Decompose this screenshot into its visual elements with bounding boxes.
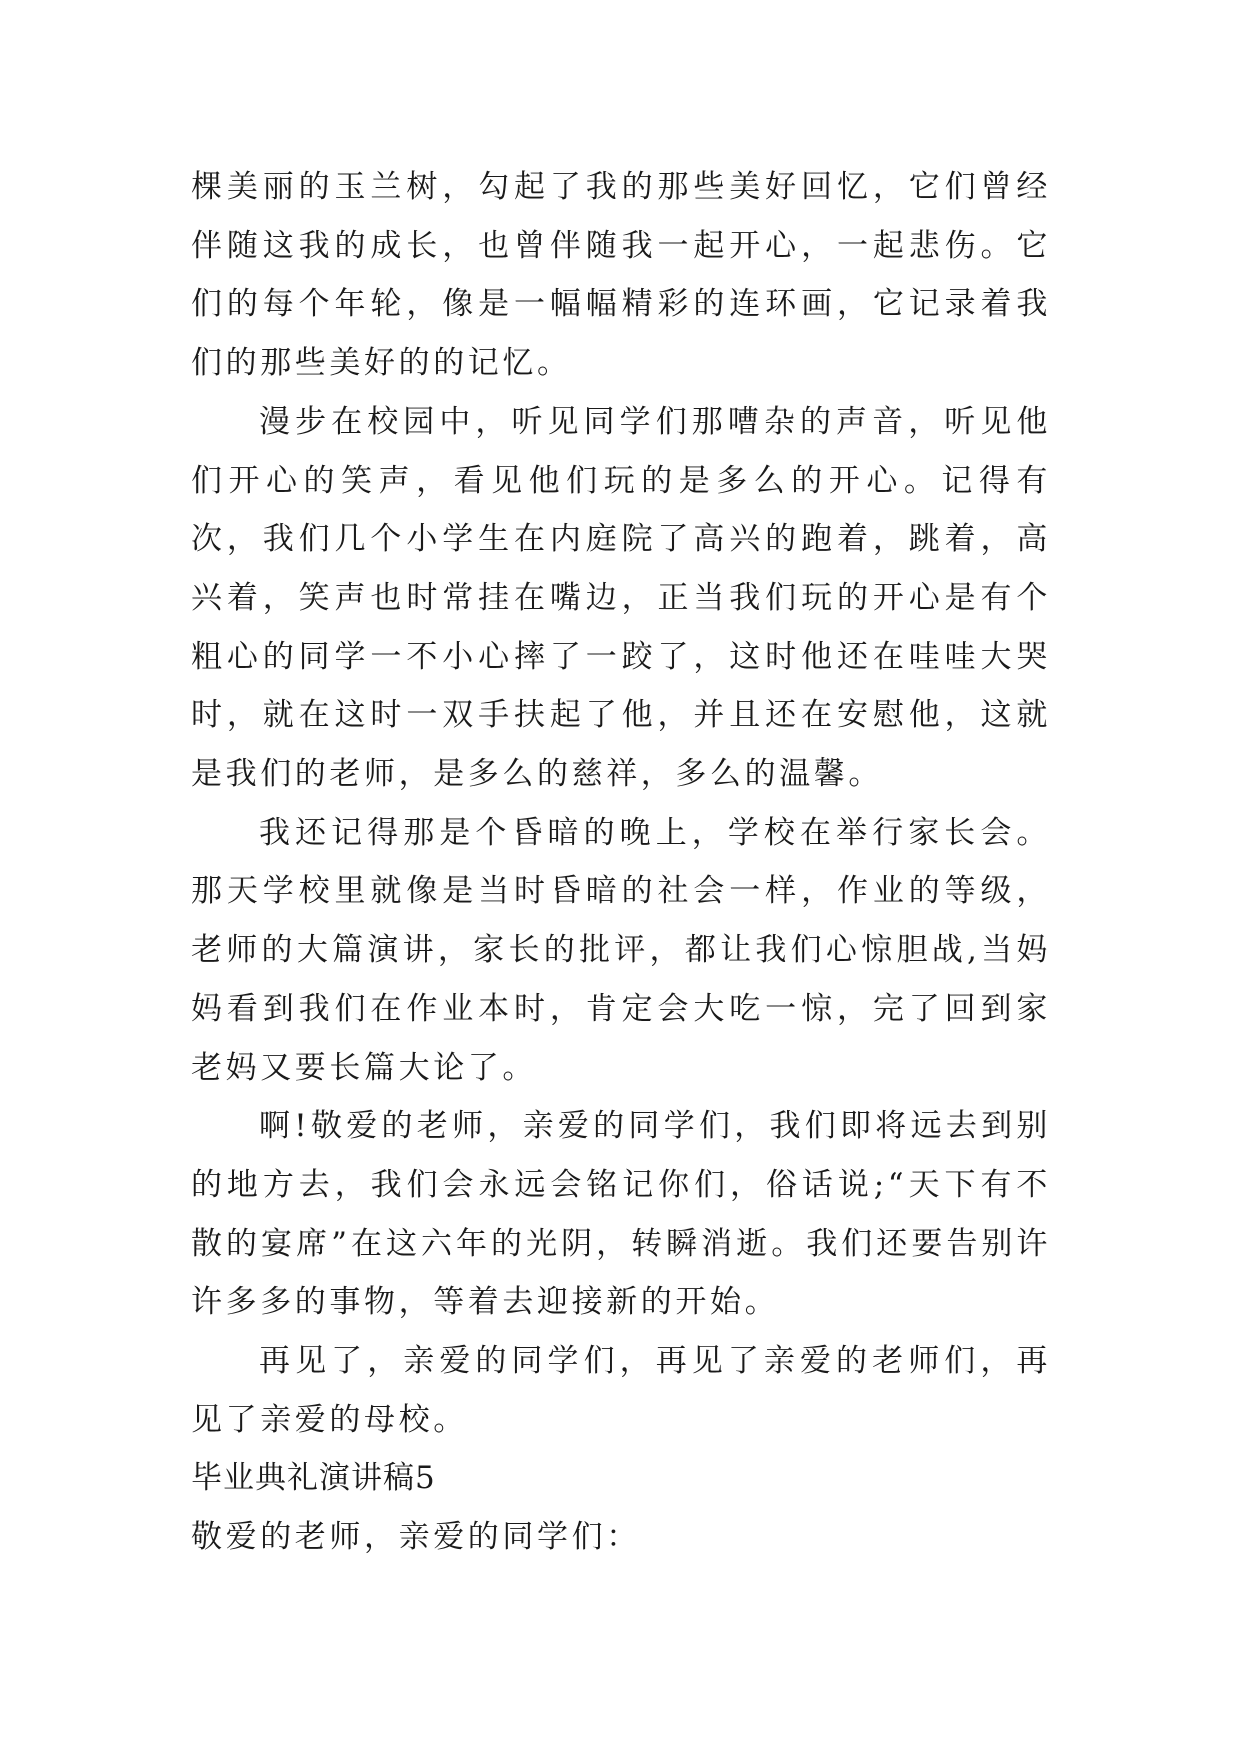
paragraph-farewell-teachers: 啊!敬爱的老师，亲爱的同学们，我们即将远去到别的地方去，我们会永远会铭记你们，俗话说;“天下有不散的宴席”在这六年的光阴，转瞬消逝。我们还要告别许许多多的事物，等着去迎接新的开始。	[191, 1108, 1051, 1321]
paragraph-goodbye: 再见了，亲爱的同学们，再见了亲爱的老师们，再见了亲爱的母校。	[191, 1343, 1051, 1438]
speech-title: 毕业典礼演讲稿5	[191, 1460, 436, 1497]
speech-greeting: 敬爱的老师，亲爱的同学们：	[191, 1519, 641, 1556]
paragraph-magnolia-memories: 棵美丽的玉兰树，勾起了我的那些美好回忆，它们曾经伴随这我的成长，也曾伴随我一起开心，一起悲伤。它们的每个年轮，像是一幅幅精彩的连环画，它记录着我们的那些美好的的记忆。	[191, 169, 1051, 382]
paragraph-parent-meeting: 我还记得那是个昏暗的晚上，学校在举行家长会。那天学校里就像是当时昏暗的社会一样，作业的等级，老师的大篇演讲，家长的批评，都让我们心惊胆战,当妈妈看到我们在作业本时，肯定会大吃一惊，完了回到家老妈又要长篇大论了。	[191, 814, 1051, 1086]
paragraph-campus-walk: 漫步在校园中，听见同学们那嘈杂的声音，听见他们开心的笑声，看见他们玩的是多么的开心。记得有次，我们几个小学生在内庭院了高兴的跑着，跳着，高兴着，笑声也时常挂在嘴边，正当我们玩的开心是有个粗心的同学一不小心摔了一跤了，这时他还在哇哇大哭时，就在这时一双手扶起了他，并且还在安慰他，这就是我们的老师，是多么的慈祥，多么的温馨。	[191, 403, 1051, 793]
document-body	[191, 158, 1051, 1567]
